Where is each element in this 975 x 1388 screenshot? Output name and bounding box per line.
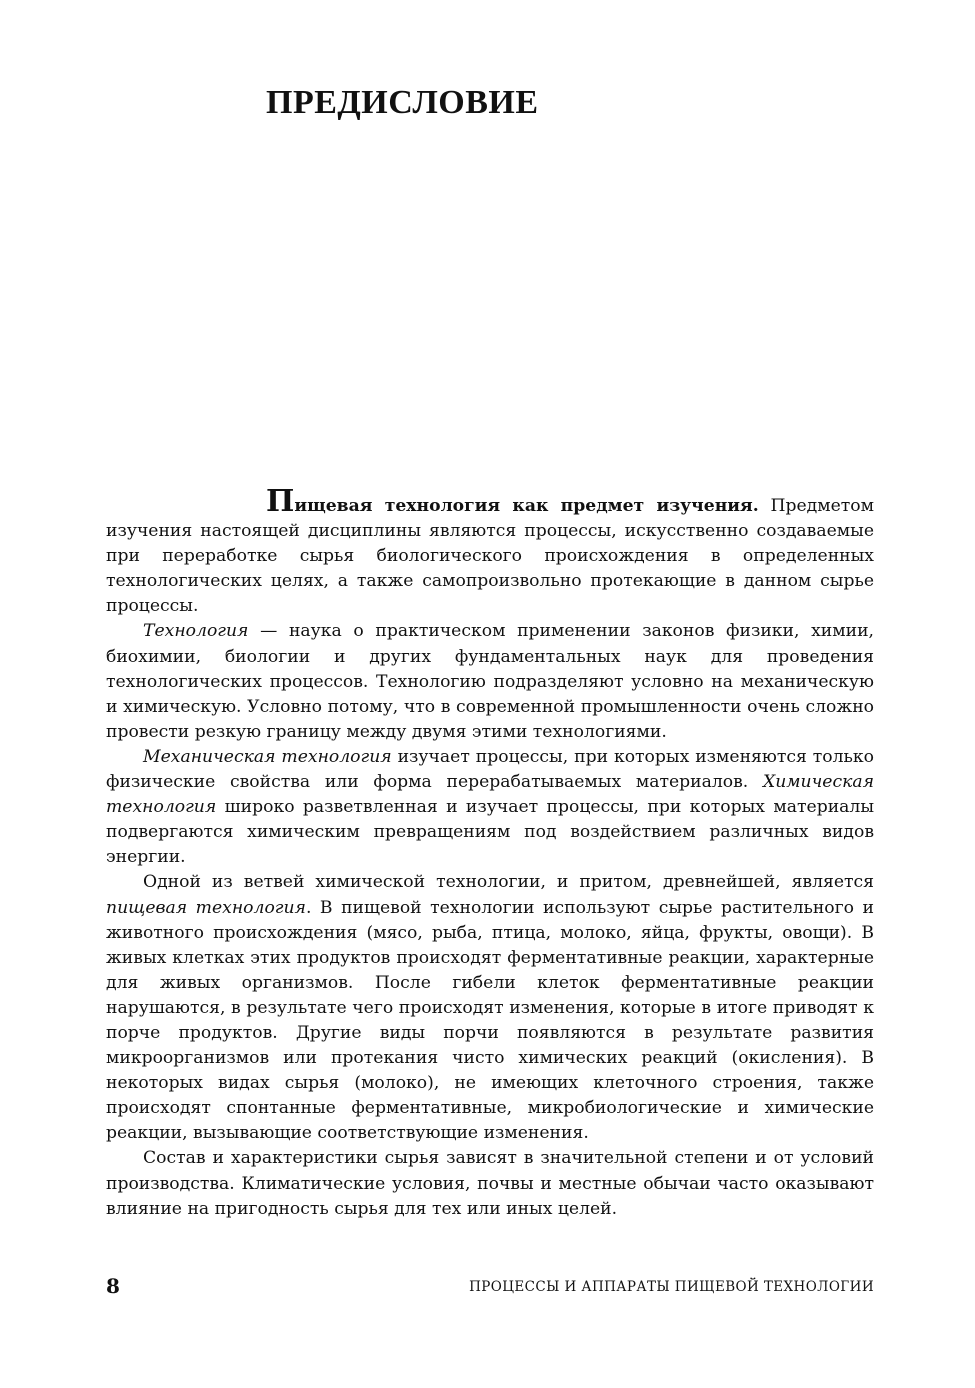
- paragraph-1: [106, 484, 874, 619]
- body-text: [106, 484, 874, 1222]
- running-title: ПРОЦЕССЫ И АППАРАТЫ ПИЩЕВОЙ ТЕХНОЛОГИИ: [469, 1279, 874, 1295]
- page-number: 8: [106, 1274, 120, 1298]
- lead-heading-rest: ищевая технология как предмет изучения.: [294, 496, 759, 516]
- page-title: ПРЕДИСЛОВИЕ: [266, 84, 539, 121]
- paragraph-5: [106, 1146, 874, 1221]
- paragraph-4: [106, 870, 874, 1146]
- paragraph-1-text: Предметом изучения настоящей дисциплины являются процессы, искусственно создаваемые при переработке сырья биологического происхождения в определенных технологических целях, а также самопроизвольно протекающие в данном сырье процессы.: [106, 496, 874, 617]
- lead-heading: [266, 484, 759, 519]
- paragraph-4-text-1: Одной из ветвей химической технологии, и притом, древнейшей, является: [143, 872, 874, 893]
- paragraph-2: [106, 619, 874, 744]
- term-technology: Технология: [143, 621, 249, 642]
- paragraph-5-text: Состав и характеристики сырья зависят в значительной степени и от условий производства. Климатические условия, почвы и местные обычаи часто оказывают влияние на пригодность сырья для тех или иных целей.: [106, 1148, 874, 1219]
- paragraph-2-text: — наука о практическом применении законов физики, химии, биохимии, биологии и других фундаментальных наук для проведения технологических процессов. Технологию подразделяют условно на механическую и химическую. Условно потому, что в современной промышленности очень сложно провести резкую границу между двумя этими технологиями.: [106, 621, 874, 742]
- term-chemical-technology: Химическая технология: [106, 772, 874, 818]
- paragraph-3: [106, 745, 874, 870]
- paragraph-4-text-2: . В пищевой технологии используют сырье растительного и животного происхождения (мясо, рыба, птица, молоко, яйца, фрукты, овощи). В живых клетках этих продуктов происходят ферментaтивные реакции, характерные для живых организмов. После гибели клеток ферментативные реакции нарушаются, в результате чего происходят изменения, которые в итоге приводят к порче продуктов. Другие виды порчи появляются в результате развития микроорганизмов или протекания чисто химических реакций (окисления). В некоторых видах сырья (молоко), не имеющих клеточного строения, также происходят спонтанные ферментативные, микробиологические и химические реакции, вызывающие соответствующие изменения.: [106, 897, 874, 1144]
- paragraph-3-text-2: широко разветвленная и изучает процессы, при которых материалы подвергаются химическим превращениям под воздействием различных видов энергии.: [106, 797, 874, 868]
- term-mechanical-technology: Механическая технология: [143, 746, 392, 767]
- paragraph-3-text-1: изучает процессы, при которых изменяются только физические свойства или форма перерабатываемых материалов.: [106, 746, 874, 793]
- term-food-technology: пищевая технология: [106, 897, 306, 918]
- drop-cap: П: [266, 484, 295, 519]
